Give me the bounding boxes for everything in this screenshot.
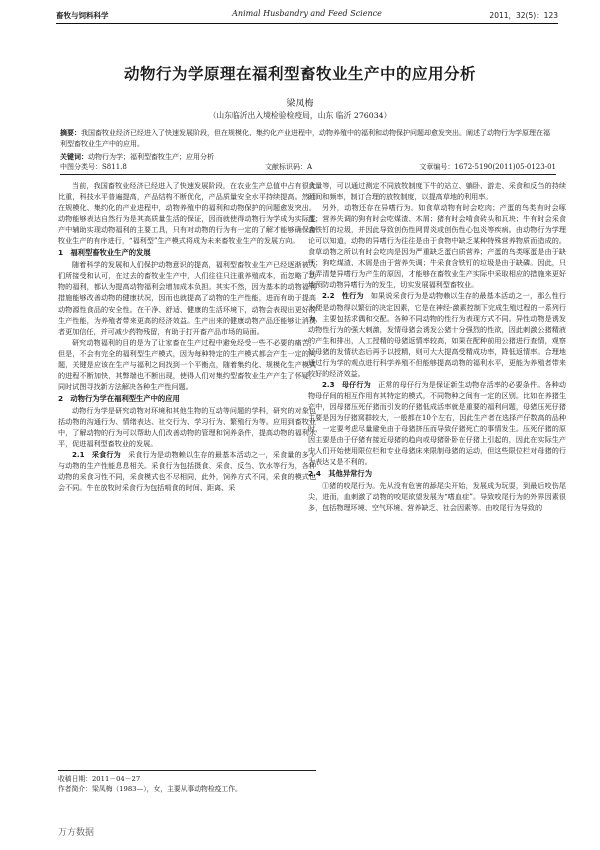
author-affiliation: （山东临沂出入境检验检疫局，山东 临沂 276034）: [208, 111, 392, 120]
footnote: [58, 770, 316, 794]
watermark: 万方数据: [58, 828, 95, 838]
subsection-heading: 2.2 性行为: [322, 291, 364, 301]
section-heading: 1 福利型畜牧业生产的发展: [58, 248, 151, 258]
abstract-label: 摘要：: [60, 129, 81, 137]
body-paragraph: 当前，我国畜牧业经济已经进入了快速发展阶段，在农业生产总值中占有很大比重，科技水平普遍提高，产品结构不断优化，产品质量安全水平持续提高。然而在规模化、集约化的产业进程中，动物养殖中的福利和动物保护的问题愈发突出。动物能够表达自然行为是其高质量生活的保证，因而就使得动物行为学成为实际生产中辅助实现动物福利的主要工具，只有对动物的行为有一定的了解才能够确保畜牧业生产的有序进行，“福利型”生产模式将成为未来畜牧业生产的发展方向。: [58, 181, 316, 246]
body-paragraph: 另外，动物还存在异嗜行为。如食草动物有时会吃肉；产蛋的鸟类有时会啄蛋；营养失调的狗有时会吃煤渣、木屑；猪有时会啃食砖头和瓦块；牛有时会采食含铁钉的垃圾，并因此导致创伤性网胃炎或创伤性心包炎等疾病。由动物行为学理论可以知道，动物的异嗜行为往往是由于食物中缺乏某种特殊营养物质而造成的。食草动物之所以有时会吃肉是因为严重缺乏蛋白质营养；产蛋的鸟类啄蛋是由于缺钙；狗吃煤渣、木屑是由于营养失调；牛采食含铁钉的垃圾是由于缺磷。因此，只有弄清楚异嗜行为产生的原因，才能够在畜牧业生产实际中采取相应的措施来更好地预防动物异嗜行为的发生，切实发展福利型畜牧业。: [308, 203, 566, 290]
section-heading: 2 动物行为学在福利型生产中的应用: [58, 393, 180, 403]
subsection-paragraph: [308, 290, 566, 378]
body-paragraph: 研究动物福利的目的是为了让家畜在生产过程中避免经受一些不必要的痛苦，但是，不会有完全的福利型生产模式，因为每种特定的生产模式都会产生一定的问题，关键是应该在生产与福利之间找到一个平衡点，随着集约化、规模化生产模式的进程不断加快，其弊端也不断出现，使得人们对集约型畜牧业生产产生了怀疑，同时试图寻找新方法解决各种生产性问题。: [58, 337, 316, 391]
keywords-text: 动物行为学；福利型畜牧生产；应用分析: [88, 153, 214, 161]
subsection-heading: 2.3 母仔行为: [322, 379, 371, 389]
body-paragraph: ①猪的咬尾行为。先从没有危害的舔尾尖开始，发展成为玩耍，到最后咬伤尾尖，进而，血刺激了动物的咬尾欲望发展为“嗜血症”。导致咬尾行为的外界因素很多，包括物理环境、空气环境、营养缺乏、社会因素等。由咬尾行为导致的: [308, 481, 566, 513]
article-number: 文章编号：1672-5190(2011)05-0123-01: [419, 163, 556, 171]
right-column: [308, 180, 566, 513]
section-heading: 2.4 其他异常行为: [308, 469, 373, 479]
body-paragraph: 随着科学的发展和人们保护动物意识的提高，福利型畜牧业生产已经逐渐被人们所接受和认可，在过去的畜牧业生产中，人们往往只注重养殖成本，而忽略了动物的福利，都认为提高动物福利会增加成本负担。其实不然，因为基本的动物福利措施能够改善动物的健康状况，因而也就提高了动物的生产性能，进而有助于提高动物源性食品的安全性。在干净、舒适、健康的生活环境下，动物会表现出更好的生产性能，为养殖者带来更高的经济效益。生产出来的健康动物产品还能够让消费者更加信任，并可减少药物残留，有助于打开畜产品市场的局面。: [58, 260, 316, 336]
journal-name-cn: 畜牧与饲料科学: [56, 11, 109, 20]
subsection-paragraph: [58, 449, 316, 493]
classification-row: [60, 162, 556, 172]
subsection-paragraph: [308, 379, 566, 467]
subsection-text: 采食行为是动物赖以生存的最基本活动之一，采食量的多少与动物的生产性能息息相关。采食行为包括摄食、采食、反刍、饮水等行为，各种动物的采食习性不同，采食模式也不尽相同，此外，饲养方式不同，采食的模式也会不同。牛在放牧时采食行为包括啃食的时间、距离、采: [58, 450, 316, 493]
header-rule: [60, 174, 556, 175]
journal-name-en: Animal Husbandry and Feed Science: [232, 9, 382, 18]
left-column: [58, 180, 316, 493]
author-bio: 作者简介：梁凤梅（1983—），女，主要从事动物检疫工作。: [58, 785, 242, 793]
issue-info: 2011，32(5)：123: [489, 11, 558, 20]
received-date: 收稿日期：2011－04－27: [58, 775, 141, 783]
abstract: [60, 128, 556, 149]
document-code: 文献标识码：A: [265, 163, 313, 171]
running-header: [56, 8, 558, 24]
subsection-heading: 2.1 采食行为: [72, 450, 121, 460]
author-name: 梁凤梅: [286, 99, 314, 109]
keywords: [60, 152, 556, 163]
subsection-text: 正常的母仔行为是保证新生动物存活率的必要条件。各种动物母仔间的相互作用有其特定的模式，不同物种之间有一定的区别。比如在养猪生产中，因母猪压死仔猪而引发的仔猪低成活率就是重要的福利问题，母猪压死仔猪主要是因为仔猪窝群较大，一般都在10个左右，因此生产者在选择产仔数高的品种时，一定要考虑尽量避免由于母猪挤压而导致仔猪死亡的事情发生。压死仔猪的原因主要是由于仔猪有接近母猪的趋向或母猪卧卧在仔猪上引起的，因此在实际生产中人们开始使用限位栏和专业母猪床来限制母猪的运动，但这些限位栏对母猪的行为表达又是不利的。: [308, 379, 566, 467]
clc-number: 中图分类号：S811.8: [60, 163, 127, 171]
body-paragraph: 食量等，可以通过测定不同放牧制度下牛的站立、躺卧、游走、采食和反刍的持续时间和频率，制订合理的放牧制度，以提高草地的利用率。: [308, 181, 566, 202]
subsection-text: 如果说采食行为是动物赖以生存的最基本活动之一，那么性行为便是动物得以繁衍的决定因素，它是在神经-激素控制下完成生殖过程的一系列行为，主要包括求偶和交配。各种不同动物的性行为表现方式不同。异性动物是诱发动物性行为的强大刺激，发情母猪会诱发公猪十分强烈的性欲，因此刺激公猪精液的产生和排出，人工授精的母猪返情率较高，如果在配种前用公猪进行查情，观察好母猪的发情状态后再予以授精，则可大大提高受精成功率，降低返情率。合理地通过行为学的观点进行科学养殖不但能够提高动物的福利水平，更能为养殖者带来较好的经济效益。: [308, 291, 566, 378]
article-title: 动物行为学原理在福利型畜牧业生产中的应用分析: [123, 65, 476, 83]
keywords-label: 关键词：: [60, 153, 88, 161]
body-paragraph: 动物行为学是研究动物对环境和其他生物的互动等问题的学科，研究的对象包括动物的沟通行为、情绪表达、社交行为、学习行为、繁殖行为等。应用到畜牧业中，了解动物的行为可以帮助人们改善动物的管理和饲养条件，提高动物的福利水平，促进福利型畜牧业的发展。: [58, 405, 316, 449]
abstract-text: 我国畜牧业经济已经进入了快速发展阶段，但在规模化、集约化产业进程中，动物养殖中的福利和动物保护问题却愈发突出。阐述了动物行为学原理在福利型畜牧业生产中的应用。: [60, 129, 550, 148]
